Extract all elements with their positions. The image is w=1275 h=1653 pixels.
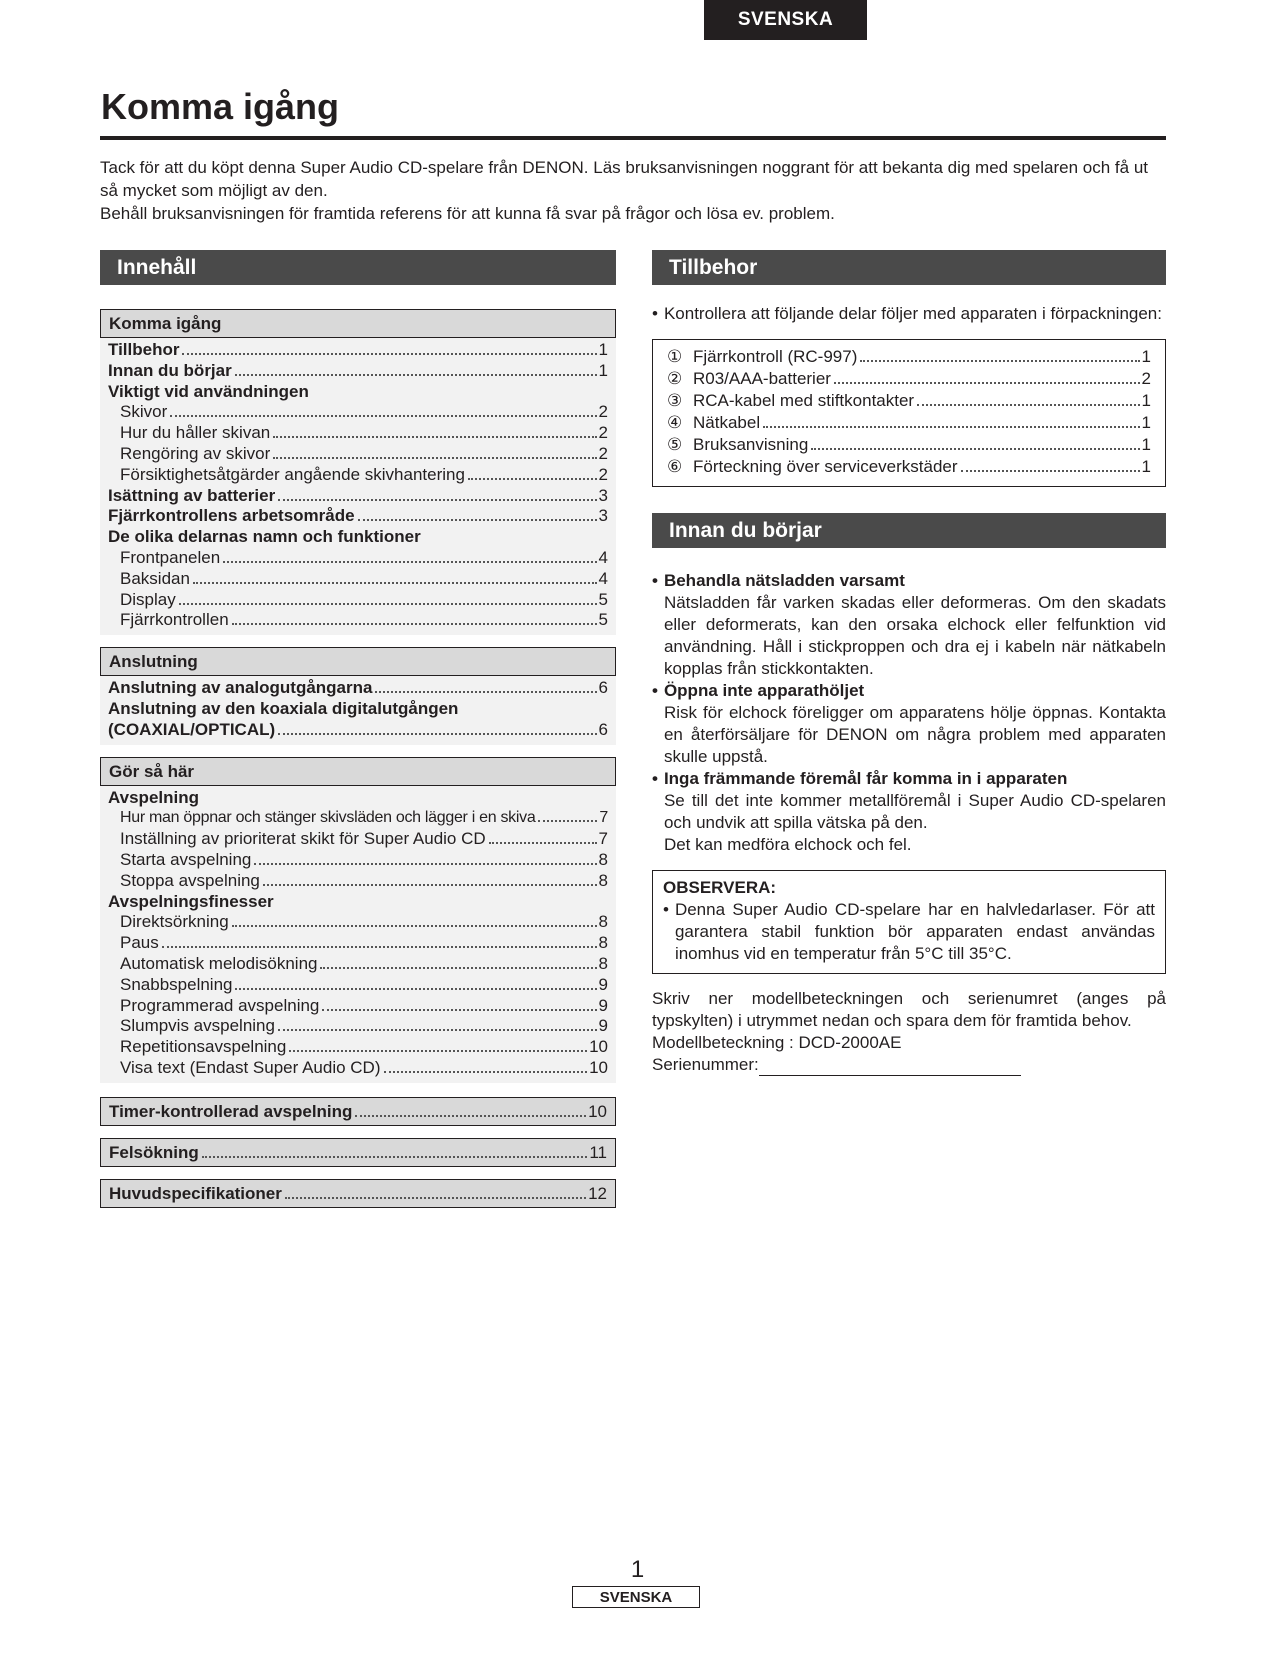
footer-language-tab: SVENSKA [572, 1586, 700, 1608]
toc-entry[interactable] [108, 933, 608, 954]
item-qty: 1 [1141, 347, 1151, 366]
list-item [652, 570, 1166, 680]
toc-entry-page: 10 [588, 1101, 607, 1121]
toc-subheading: Avspelning [108, 787, 199, 807]
dot-leader [358, 519, 597, 521]
item-label: Fjärrkontroll (RC-997) [693, 347, 858, 366]
toc-entry[interactable] [109, 1180, 607, 1207]
dot-leader [202, 1156, 588, 1158]
page-title: Komma igång [101, 86, 340, 127]
toc-entry[interactable] [108, 912, 608, 933]
precaution-title: Inga främmande föremål får komma in i apparaten [663, 769, 1068, 788]
toc-entry[interactable] [108, 402, 608, 423]
dot-leader [162, 946, 597, 948]
toc-entry[interactable] [108, 1016, 608, 1037]
toc-entry-label: Programmerad avspelning [120, 995, 320, 1015]
accessories-header: Tillbehor [652, 250, 1166, 285]
dot-leader [811, 448, 1139, 450]
dot-leader [384, 1071, 588, 1073]
toc-entry-page: 11 [589, 1142, 607, 1162]
toc-group-komma-igang [100, 309, 616, 635]
intro-paragraph: Tack för att du köpt denna Super Audio CD-spelare från DENON. Läs bruksanvisningen noggrant för att bekanta dig med spelaren och få ut så mycket som möjligt av den. [100, 158, 1148, 200]
toc-entry-page: 7 [599, 809, 608, 827]
toc-entry-page: 9 [598, 995, 608, 1015]
toc-entry[interactable] [108, 871, 608, 892]
toc-entry-label: Direktsörkning [120, 912, 229, 932]
toc-entry-page: 8 [598, 849, 608, 869]
note-box [652, 870, 1166, 974]
accessories-intro-text: Kontrollera att följande delar följer med apparaten i förpackningen: [663, 304, 1162, 323]
precaution-text: Risk för elchock föreligger om apparatens hölje öppnas. Kontakta en återförsäljare för DENON om några problem med apparaten skulle uppstå. [663, 703, 1166, 766]
toc-group-body [100, 338, 616, 635]
toc-entry-page: 9 [598, 974, 608, 994]
toc-group-body [100, 786, 616, 1083]
toc-entry-label: Timer-kontrollerad avspelning [109, 1101, 353, 1121]
toc-subheading: Viktigt vid användningen [108, 381, 309, 401]
precaution-text: Se till det inte kommer metallföremål i Super Audio CD-spelaren och undvik att spilla vätska på den. [663, 791, 1166, 832]
intro-text [100, 156, 1166, 225]
toc-group-title: Gör så här [100, 757, 616, 786]
toc-entry[interactable] [108, 1037, 608, 1058]
dot-leader [278, 499, 596, 501]
model-label: Modellbeteckning : DCD-2000AE [652, 1033, 902, 1052]
item-qty: 1 [1141, 413, 1151, 432]
intro-paragraph: Behåll bruksanvisningen för framtida referens för att kunna få svar på frågor och lösa ev. problem. [100, 204, 835, 223]
page-number: 1 [630, 1556, 645, 1583]
toc-group-title: Komma igång [100, 309, 616, 338]
toc-entry-label: Tillbehor [108, 340, 180, 359]
bullet-mark: • [663, 900, 669, 919]
dot-leader [468, 478, 597, 480]
dot-leader [232, 623, 597, 625]
precaution-body [664, 768, 1166, 856]
dot-leader [285, 1197, 586, 1199]
record-text: Skriv ner modellbeteckningen och serienumret (anges på typskylten) i utrymmet nedan och spara dem för framtida behov. [652, 989, 1166, 1030]
list-item [667, 346, 1151, 368]
serial-blank-line [759, 1057, 1021, 1076]
note-item [663, 899, 1155, 965]
toc-group-anslutning [100, 647, 616, 744]
toc-entry-page: 10 [589, 1057, 608, 1077]
dot-leader [232, 925, 597, 927]
precaution-title: Behandla nätsladden varsamt [663, 571, 905, 590]
toc-entry-label: Innan du börjar [108, 360, 232, 380]
toc-entry-label: Rengöring av skivor [120, 443, 271, 463]
toc-entry-label: Hur man öppnar och stänger skivsläden och lägger i en skiva [120, 809, 536, 827]
toc-entry-page: 6 [598, 719, 608, 739]
item-qty: 1 [1141, 457, 1151, 476]
toc-entry-label: Starta avspelning [120, 849, 252, 869]
toc-group-timer[interactable] [100, 1097, 616, 1126]
toc-header: Innehåll [100, 250, 616, 285]
toc-entry-label: Automatisk melodisökning [120, 953, 318, 973]
list-item [652, 768, 1166, 856]
item-number: ③ [667, 391, 683, 410]
toc-entry-label: Felsökning [109, 1142, 199, 1162]
item-number: ① [667, 347, 683, 366]
toc-entry-label: Paus [120, 933, 159, 953]
before-start-header: Innan du börjar [652, 513, 1166, 548]
dot-leader [273, 457, 596, 459]
toc-entry[interactable] [108, 361, 608, 382]
list-item [667, 456, 1151, 478]
toc-entry-page: 2 [598, 464, 608, 484]
list-item [667, 434, 1151, 456]
toc-entry-page: 10 [589, 1037, 608, 1057]
toc-subheading: Anslutning av den koaxiala digitalutgången [108, 698, 459, 718]
precaution-text: Nätsladden får varken skadas eller deformeras. Om den skadats eller deformerats, kan den orsaka elchock eller felfunktion vid användning. Håll i stickproppen och dra ej i kabeln när nätkabeln kopplas från stickkontakten. [663, 593, 1166, 678]
toc-entry[interactable] [108, 610, 608, 631]
item-qty: 1 [1141, 435, 1151, 454]
toc-entry-label: (COAXIAL/OPTICAL) [108, 719, 276, 739]
item-number: ② [667, 369, 683, 388]
serial-label: Serienummer: [652, 1055, 759, 1074]
dot-leader [322, 1009, 596, 1011]
toc-entry[interactable] [108, 486, 608, 507]
dot-leader [489, 842, 597, 844]
toc-entry-page: 4 [598, 568, 608, 588]
toc-entry-page: 5 [598, 610, 608, 630]
bullet-mark: • [652, 681, 658, 700]
item-qty: 1 [1141, 391, 1151, 410]
toc-entry-label: Repetitionsavspelning [120, 1037, 287, 1057]
precaution-text: Det kan medföra elchock och fel. [663, 835, 912, 854]
toc-group-body [100, 676, 616, 744]
toc-entry-label: Frontpanelen [120, 547, 221, 567]
item-label: Förteckning över serviceverkstäder [693, 457, 958, 476]
bullet-mark: • [652, 769, 658, 788]
dot-leader [375, 691, 596, 693]
toc-entry[interactable] [108, 996, 608, 1017]
toc-entry-page: 2 [598, 423, 608, 443]
precaution-body [664, 570, 1166, 680]
toc-entry-label: Hur du håller skivan [120, 423, 271, 443]
precautions-list [652, 570, 1166, 856]
toc-entry-page: 7 [598, 829, 608, 849]
toc-entry-label: Stoppa avspelning [120, 870, 260, 890]
toc-entry-page: 3 [598, 506, 608, 526]
toc-entry-label: Skivor [120, 402, 168, 422]
item-number: ⑥ [667, 457, 683, 476]
item-label: RCA-kabel med stiftkontakter [693, 391, 915, 410]
dot-leader [179, 603, 597, 605]
toc-entry[interactable] [109, 1098, 607, 1125]
dot-leader [538, 820, 597, 822]
item-qty: 2 [1141, 369, 1151, 388]
toc-entry-label: Inställning av prioriterat skikt för Super Audio CD [120, 829, 486, 849]
toc-entry-label: Baksidan [120, 568, 190, 588]
list-item [667, 390, 1151, 412]
dot-leader [254, 863, 596, 865]
toc-entry-label: Visa text (Endast Super Audio CD) [120, 1057, 381, 1077]
list-item [652, 680, 1166, 768]
toc-entry[interactable] [108, 954, 608, 975]
item-number: ⑤ [667, 435, 683, 454]
toc-entry[interactable] [108, 975, 608, 996]
note-title: OBSERVERA: [663, 878, 777, 897]
dot-leader [355, 1115, 586, 1117]
toc-subheading: Avspelningsfinesser [108, 891, 274, 911]
toc-entry-page: 8 [598, 933, 608, 953]
precaution-body [664, 680, 1166, 768]
toc-entry-page: 9 [598, 1016, 608, 1036]
toc-subheading: De olika delarnas namn och funktioner [108, 527, 421, 547]
toc-entry[interactable] [108, 506, 608, 527]
toc-entry[interactable] [108, 423, 608, 444]
toc-entry[interactable] [108, 548, 608, 569]
dot-leader [289, 1050, 587, 1052]
precaution-title: Öppna inte apparathöljet [663, 681, 865, 700]
toc-entry-label: Isättning av batterier [108, 485, 276, 505]
toc-entry-label: Försiktighetsåtgärder angående skivhantering [120, 464, 465, 484]
toc-entry[interactable] [108, 808, 608, 829]
toc-entry-page: 2 [598, 402, 608, 422]
toc-entry-label: Huvudspecifikationer [109, 1183, 282, 1203]
toc-group-specifikationer[interactable] [100, 1179, 616, 1208]
table-of-contents [100, 250, 616, 1208]
list-item [667, 412, 1151, 434]
toc-group-gor-sa-har [100, 757, 616, 1083]
item-label: Nätkabel [693, 413, 761, 432]
serial-row [652, 1054, 1166, 1076]
toc-entry[interactable] [108, 465, 608, 486]
toc-entry-label: Fjärrkontrollens arbetsområde [108, 506, 355, 526]
toc-entry-label: Fjärrkontrollen [120, 610, 229, 630]
toc-entry-label: Anslutning av analogutgångarna [108, 678, 373, 698]
toc-entry[interactable] [108, 678, 608, 699]
dot-leader [763, 426, 1139, 428]
dot-leader [320, 967, 596, 969]
language-tab: SVENSKA [704, 0, 867, 40]
dot-leader [235, 374, 597, 376]
dot-leader [860, 360, 1139, 362]
toc-entry[interactable] [108, 590, 608, 611]
record-section [652, 988, 1166, 1076]
item-number: ④ [667, 413, 683, 432]
toc-group-felsokning[interactable] [100, 1138, 616, 1167]
toc-entry-page: 1 [598, 360, 608, 380]
toc-entry-page: 4 [598, 547, 608, 567]
dot-leader [917, 404, 1139, 406]
toc-entry[interactable] [108, 829, 608, 850]
title-rule [100, 136, 1166, 140]
toc-entry-page: 1 [598, 340, 608, 359]
note-text: Denna Super Audio CD-spelare har en halvledarlaser. För att garantera stabil funktion bör apparaten endast användas inomhus vid en temperatur från 5°C till 35°C. [674, 900, 1155, 963]
toc-entry-page: 5 [598, 589, 608, 609]
list-item [667, 368, 1151, 390]
toc-entry-label: Snabbspelning [120, 974, 233, 994]
toc-entry-label: Display [120, 589, 176, 609]
toc-entry-page: 6 [598, 678, 608, 698]
toc-entry-page: 2 [598, 443, 608, 463]
toc-entry-page: 8 [598, 953, 608, 973]
toc-entry-page: 8 [598, 870, 608, 890]
dot-leader [182, 353, 596, 355]
dot-leader [278, 1029, 597, 1031]
toc-entry[interactable] [108, 1058, 608, 1079]
dot-leader [278, 733, 596, 735]
toc-entry-page: 8 [598, 912, 608, 932]
toc-entry[interactable] [108, 850, 608, 871]
bullet-mark: • [652, 571, 658, 590]
dot-leader [273, 436, 596, 438]
dot-leader [961, 470, 1140, 472]
toc-entry[interactable] [109, 1139, 607, 1166]
toc-entry[interactable] [108, 340, 608, 361]
accessories-list [652, 339, 1166, 487]
dot-leader [193, 582, 597, 584]
toc-entry-label: Slumpvis avspelning [120, 1016, 275, 1036]
dot-leader [235, 988, 596, 990]
accessories-intro [652, 303, 1166, 325]
toc-entry[interactable] [108, 720, 608, 741]
toc-group-title: Anslutning [100, 647, 616, 676]
toc-entry[interactable] [108, 569, 608, 590]
item-label: Bruksanvisning [693, 435, 809, 454]
dot-leader [834, 382, 1140, 384]
dot-leader [263, 884, 597, 886]
toc-entry-page: 12 [588, 1183, 607, 1203]
dot-leader [170, 415, 596, 417]
dot-leader [223, 561, 596, 563]
bullet-mark: • [652, 304, 658, 323]
toc-entry-page: 3 [598, 485, 608, 505]
right-column [652, 250, 1166, 1076]
toc-entry[interactable] [108, 444, 608, 465]
item-label: R03/AAA-batterier [693, 369, 831, 388]
